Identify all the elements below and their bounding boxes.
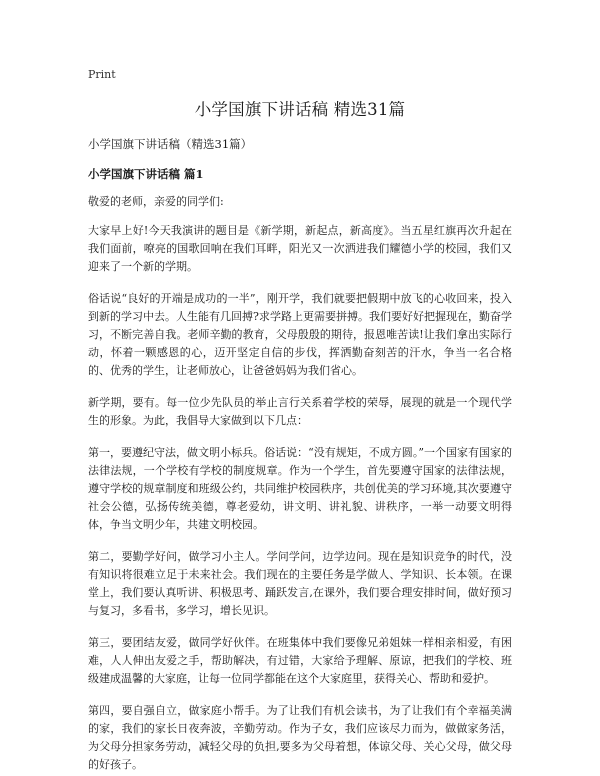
paragraph-opening: 大家早上好!今天我演讲的题目是《新学期，新起点，新高度》。当五星红旗再次升起在我们面前，嘹亮的国歌回响在我们耳畔，阳光又一次洒进我们耀德小学的校园，我们又迎来了一个新的学期。 — [88, 224, 512, 273]
paragraph-point-4: 第四，要自强自立，做家庭小帮手。为了让我们有机会读书，为了让我们有个幸福美满的家，我们的家长日夜奔波，辛勤劳动。作为子女，我们应该尽力而为，做做家务活，为父母分担家务劳动，减轻父母的负担,要多为父母着想，体谅父母、关心父母，做父母的好孩子。 — [88, 704, 512, 771]
paragraph-point-2: 第二，要勤学好问，做学习小主人。学问学问，边学边问。现在是知识竞争的时代，没有知识将很难立足于未来社会。我们现在的主要任务是学做人、学知识、长本领。在课堂上，我们要认真听讲、积极思考、踊跃发言,在课外，我们要合理安排时间，做好预习与复习，多看书，多学习，增长见识。 — [88, 550, 512, 617]
paragraph-greeting: 敬爱的老师，亲爱的同学们: — [88, 195, 224, 208]
paragraph-good-start: 俗话说“良好的开端是成功的一半”，刚开学，我们就要把假期中放飞的心收回来，投入到新的学习中去。人生能有几回搏?求学路上更需要拼搏。我们要好好把握现在，勤奋学习，不断完善自我。老师辛勤的教育，父母殷殷的期待，报恩唯苦读!让我们拿出实际行动，怀着一颗感恩的心，迈开坚定自信的步伐，挥洒勤奋刻苦的汗水，争当一名合格的、优秀的学生，让老师放心，让爸爸妈妈为我们省心。 — [88, 292, 512, 377]
paragraph-point-3: 第三，要团结友爱，做同学好伙伴。在班集体中我们要像兄弟姐妹一样相亲相爱，有困难，人人伸出友爱之手，帮助解决，有过错，大家给予理解、原谅，把我们的学校、班级建成温馨的大家庭，让每一位同学都能在这个大家庭里，获得关心、帮助和爱护。 — [88, 636, 512, 685]
print-label: Print — [88, 68, 116, 81]
section-heading: 小学国旗下讲话稿 篇1 — [88, 167, 204, 181]
document-subtitle: 小学国旗下讲话稿（精选31篇） — [88, 137, 253, 151]
paragraph-point-1: 第一，要遵纪守法，做文明小标兵。俗话说：“没有规矩，不成方圆。”一个国家有国家的法律法规，一个学校有学校的制度规章。作为一个学生，首先要遵守国家的法律法规，遵守学校的规章制度和班级公约，共同维护校园秩序，共创优美的学习环境,其次要遵守社会公德，弘扬传统美德，尊老爱幼，讲文明、讲礼貌、讲秩序，一举一动要文明得体，争当文明少年，共建文明校园。 — [88, 446, 512, 531]
document-title: 小学国旗下讲话稿 精选31篇 — [194, 100, 406, 119]
paragraph-new-term: 新学期，要有。每一位少先队员的举止言行关系着学校的荣辱，展现的就是一个现代学生的形象。为此，我倡导大家做到以下几点： — [88, 396, 512, 427]
